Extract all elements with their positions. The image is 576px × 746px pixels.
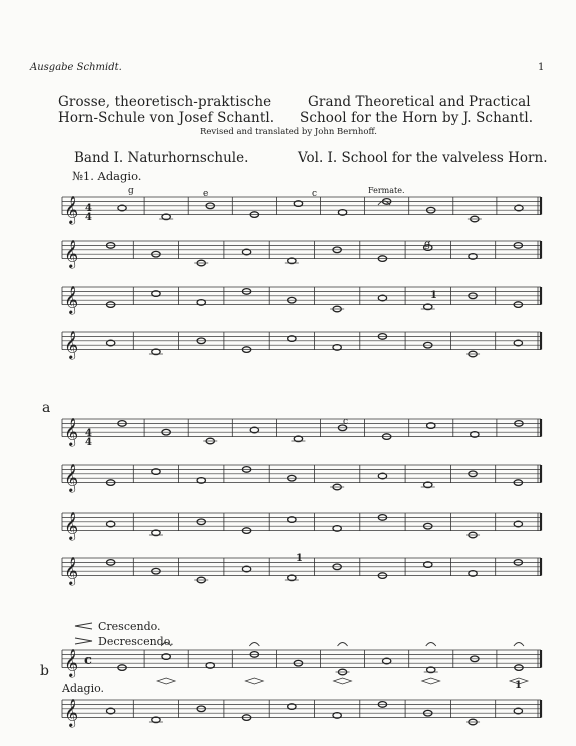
treble-clef-icon: 𝄞 xyxy=(64,330,79,359)
exercise-a-label: a xyxy=(42,400,51,416)
edition-label: Ausgabe Schmidt. xyxy=(30,62,122,73)
revised-credit: Revised and translated by John Bernhoff. xyxy=(200,127,377,137)
swell-icon xyxy=(334,678,352,684)
annotation-c2: c xyxy=(343,417,349,427)
staff xyxy=(62,286,541,315)
rest-count-3: 1 xyxy=(515,680,522,691)
swell-icon xyxy=(422,678,440,684)
annotation-c: c xyxy=(312,189,318,199)
staff xyxy=(62,196,541,225)
fermata-icon xyxy=(426,643,436,647)
title-german-line1: Grosse, theoretisch-praktische xyxy=(58,94,272,110)
time-sig-bottom: 4 xyxy=(85,212,92,223)
swell-icon xyxy=(245,678,263,684)
swell-icon xyxy=(157,678,175,684)
exercise-no1-label: №1. Adagio. xyxy=(72,169,142,183)
treble-clef-icon: 𝄞 xyxy=(64,511,79,540)
crescendo-icon xyxy=(75,623,92,629)
annotation-e: e xyxy=(203,189,209,199)
title-english-line1: Grand Theoretical and Practical xyxy=(308,94,531,110)
treble-clef-icon: 𝄞 xyxy=(64,417,79,446)
annotation-g: g xyxy=(128,186,134,196)
annotation-g2: g xyxy=(424,239,431,250)
fermata-icon xyxy=(338,643,348,647)
time-sig-top-a: 4 xyxy=(85,428,92,439)
volume-english: Vol. I. School for the valveless Horn. xyxy=(298,150,548,166)
treble-clef-icon: 𝄞 xyxy=(64,648,79,677)
adagio-label: Adagio. xyxy=(62,682,105,695)
treble-clef-icon: 𝄞 xyxy=(64,195,79,224)
treble-clef-icon: 𝄞 xyxy=(64,556,79,585)
fermata-icon xyxy=(514,643,524,647)
treble-clef-icon: 𝄞 xyxy=(64,698,79,727)
staff xyxy=(62,464,541,493)
rest-count-1: 1 xyxy=(430,290,437,301)
common-time-icon: c xyxy=(84,653,92,668)
exercise-b-label: b xyxy=(40,663,49,679)
page-number: 1 xyxy=(538,62,545,73)
dynamics-legend xyxy=(75,620,174,648)
staff xyxy=(62,649,541,678)
treble-clef-icon: 𝄞 xyxy=(64,463,79,492)
treble-clef-icon: 𝄞 xyxy=(64,239,79,268)
fermata-icon xyxy=(249,643,259,647)
rest-count-2: 1 xyxy=(296,553,303,564)
time-sig-bottom-a: 4 xyxy=(85,437,92,448)
title-german-line2: Horn-Schule von Josef Schantl. xyxy=(58,110,275,126)
time-sig-top: 4 xyxy=(85,203,92,214)
crescendo-label: Crescendo. xyxy=(98,620,161,633)
staff xyxy=(62,418,541,447)
fermate-label: Fermate. xyxy=(368,186,405,195)
volume-german: Band I. Naturhornschule. xyxy=(74,150,249,166)
title-english-line2: School for the Horn by J. Schantl. xyxy=(300,110,534,126)
treble-clef-icon: 𝄞 xyxy=(64,285,79,314)
decrescendo-label: Decrescendo. xyxy=(98,635,174,648)
decrescendo-icon xyxy=(75,638,92,644)
